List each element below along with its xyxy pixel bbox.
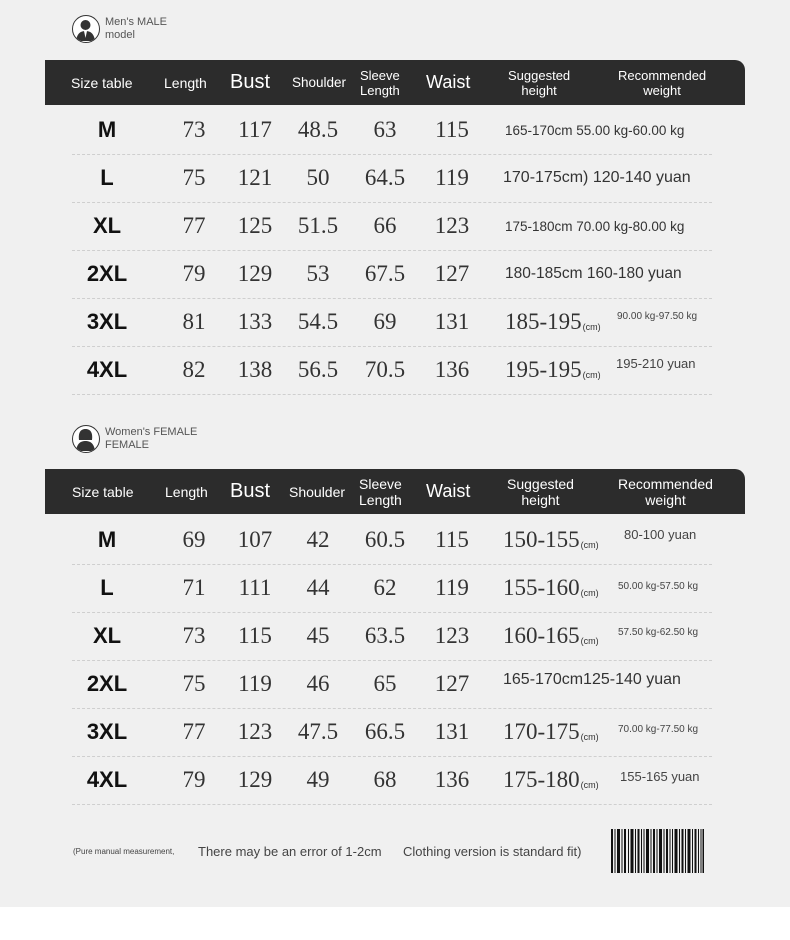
table-row [72,708,712,757]
bust-cell: 119 [238,671,272,696]
length-cell: 75 [182,671,206,696]
length-cell: 73 [182,117,206,142]
waist-cell: 123 [434,213,470,238]
header-weight-line2: weight [643,82,681,98]
weight-cell: 57.50 kg-62.50 kg [618,626,699,638]
bust-cell: 123 [237,719,273,744]
header-sleeve-line1: Sleeve [359,475,402,492]
sleeve-cell: 68 [373,767,397,792]
size-cell: M [97,117,117,142]
waist-cell: 115 [435,117,469,142]
sleeve-cell: 70.5 [364,357,406,382]
header-height-line1: Suggested [508,67,571,83]
header-bust: Bust [230,480,271,502]
sleeve-cell: 69 [373,309,397,334]
fit-note: Clothing version is standard fit) [403,844,582,859]
length-cell: 77 [182,213,206,238]
female-model-label [72,425,197,453]
sleeve-cell: 67.5 [364,261,406,286]
weight-cell: 70.00 kg-77.50 kg [618,723,699,735]
shoulder-cell: 53 [306,261,330,286]
height-value: 175-180 [503,767,580,792]
header-recommended-weight [618,469,713,514]
male-label-line1: Men's MALE [105,16,168,28]
header-height-line2: height [521,82,557,98]
table-row [72,202,712,251]
waist-cell: 131 [434,309,470,334]
header-suggested-height [507,469,574,514]
size-cell: XL [92,623,122,648]
shoulder-cell: 50 [306,165,330,190]
shoulder-cell: 45 [306,623,330,648]
waist-cell: 127 [434,671,470,696]
male-table-header [45,60,745,105]
waist-cell: 136 [434,357,470,382]
waist-cell: 119 [435,575,469,600]
header-weight-line2: weight [645,491,686,508]
table-row [72,106,712,155]
error-note: There may be an error of 1-2cm [198,844,382,859]
length-cell: 71 [182,575,206,600]
header-waist: Waist [426,481,471,501]
bust-cell: 107 [237,527,273,552]
length-cell: 79 [182,767,206,792]
length-cell: 79 [182,261,206,286]
sleeve-cell: 66 [373,213,397,238]
length-cell: 81 [182,309,206,334]
size-cell: XL [92,213,122,238]
shoulder-cell: 51.5 [297,213,339,238]
height-value: 160-165 [503,623,580,648]
bust-cell: 138 [237,357,273,382]
height-unit: (cm) [580,588,599,598]
size-cell: 2XL [86,261,128,286]
size-cell: L [100,575,114,600]
height-unit: (cm) [580,540,599,550]
height-cell [505,346,601,394]
height-cell: 175-180cm 70.00 kg-80.00 kg [505,218,685,234]
male-avatar-icon [72,15,100,43]
sleeve-cell: 63 [373,117,397,142]
height-cell [505,298,601,346]
shoulder-cell: 48.5 [297,117,339,142]
height-cell [503,708,599,756]
waist-cell: 119 [435,165,469,190]
shoulder-cell: 54.5 [297,309,339,334]
table-row [72,154,712,203]
weight-cell: 90.00 kg-97.50 kg [617,310,698,322]
header-height-line2: height [521,491,560,508]
shoulder-cell: 49 [306,767,330,792]
table-row [72,660,712,709]
length-cell: 73 [182,623,206,648]
height-cell: 180-185cm 160-180 yuan [505,265,682,282]
header-suggested-height [508,60,570,105]
height-value: 185-195 [505,309,582,334]
height-unit: (cm) [580,780,599,790]
header-size: Size table [71,74,133,91]
sleeve-cell: 64.5 [364,165,406,190]
male-label-line2: model [105,29,135,41]
bust-cell: 133 [237,309,273,334]
table-row [72,516,712,565]
bust-cell: 129 [237,767,273,792]
table-row [72,250,712,299]
height-unit: (cm) [580,732,599,742]
female-label-line2: FEMALE [105,439,150,451]
waist-cell: 136 [434,767,470,792]
male-model-label [72,15,167,43]
height-unit: (cm) [582,370,601,380]
header-shoulder: Shoulder [289,483,346,500]
bust-cell: 117 [238,117,272,142]
height-value: 195-195 [505,357,582,382]
size-cell: 3XL [86,719,128,744]
bust-cell: 129 [237,261,273,286]
female-table-header [45,469,745,514]
height-cell [503,564,599,612]
height-value: 170-175 [503,719,580,744]
barcode-icon [611,829,704,873]
sleeve-cell: 65 [373,671,397,696]
table-row [72,612,712,661]
height-unit: (cm) [582,322,601,332]
table-row [72,564,712,613]
shoulder-cell: 56.5 [297,357,339,382]
header-bust: Bust [230,71,271,93]
header-shoulder: Shoulder [292,75,347,90]
header-height-line1: Suggested [507,475,574,492]
height-unit: (cm) [580,636,599,646]
bust-cell: 111 [238,575,272,600]
waist-cell: 123 [434,623,470,648]
header-sleeve-line2: Length [360,82,400,98]
header-weight-line1: Recommended [618,475,713,492]
header-sleeve-length [359,469,402,514]
size-cell: 4XL [86,767,128,792]
bust-cell: 121 [237,165,273,190]
height-cell [503,612,599,660]
header-length: Length [164,74,207,91]
size-cell: 4XL [86,357,128,382]
height-cell [503,756,599,804]
size-cell: L [100,165,114,190]
header-sleeve-length [360,60,400,105]
header-length: Length [165,483,208,500]
weight-cell: 80-100 yuan [624,526,697,542]
shoulder-cell: 46 [306,671,330,696]
bust-cell: 125 [237,213,273,238]
header-size: Size table [72,483,134,500]
length-cell: 75 [182,165,206,190]
weight-cell: 50.00 kg-57.50 kg [618,580,699,592]
weight-cell: 195-210 yuan [616,355,696,371]
height-cell: 165-170cm 55.00 kg-60.00 kg [505,122,685,138]
height-cell: 165-170cm125-140 yuan [503,671,681,688]
length-cell: 82 [182,357,206,382]
female-avatar-icon [72,425,100,453]
length-cell: 77 [182,719,206,744]
length-cell: 69 [182,527,206,552]
size-cell: 3XL [86,309,128,334]
header-sleeve-line2: Length [359,491,402,508]
size-cell: M [97,527,117,552]
height-cell [503,516,599,564]
female-label-line1: Women's FEMALE [105,426,198,438]
header-recommended-weight [618,60,706,105]
size-cell: 2XL [86,671,128,696]
sleeve-cell: 63.5 [364,623,406,648]
sleeve-cell: 66.5 [364,719,406,744]
header-waist: Waist [426,72,471,92]
sleeve-cell: 60.5 [364,527,406,552]
waist-cell: 115 [435,527,469,552]
measurement-note: (Pure manual measurement, [73,847,175,856]
header-weight-line1: Recommended [618,67,707,83]
table-row [72,346,712,395]
waist-cell: 131 [434,719,470,744]
height-value: 155-160 [503,575,580,600]
waist-cell: 127 [434,261,470,286]
height-cell: 170-175cm) 120-140 yuan [503,169,691,186]
shoulder-cell: 44 [306,575,330,600]
sleeve-cell: 62 [373,575,397,600]
height-value: 150-155 [503,527,580,552]
header-sleeve-line1: Sleeve [360,67,400,83]
shoulder-cell: 42 [306,527,330,552]
table-row [72,756,712,805]
weight-cell: 155-165 yuan [620,768,700,784]
bust-cell: 115 [238,623,272,648]
shoulder-cell: 47.5 [297,719,339,744]
